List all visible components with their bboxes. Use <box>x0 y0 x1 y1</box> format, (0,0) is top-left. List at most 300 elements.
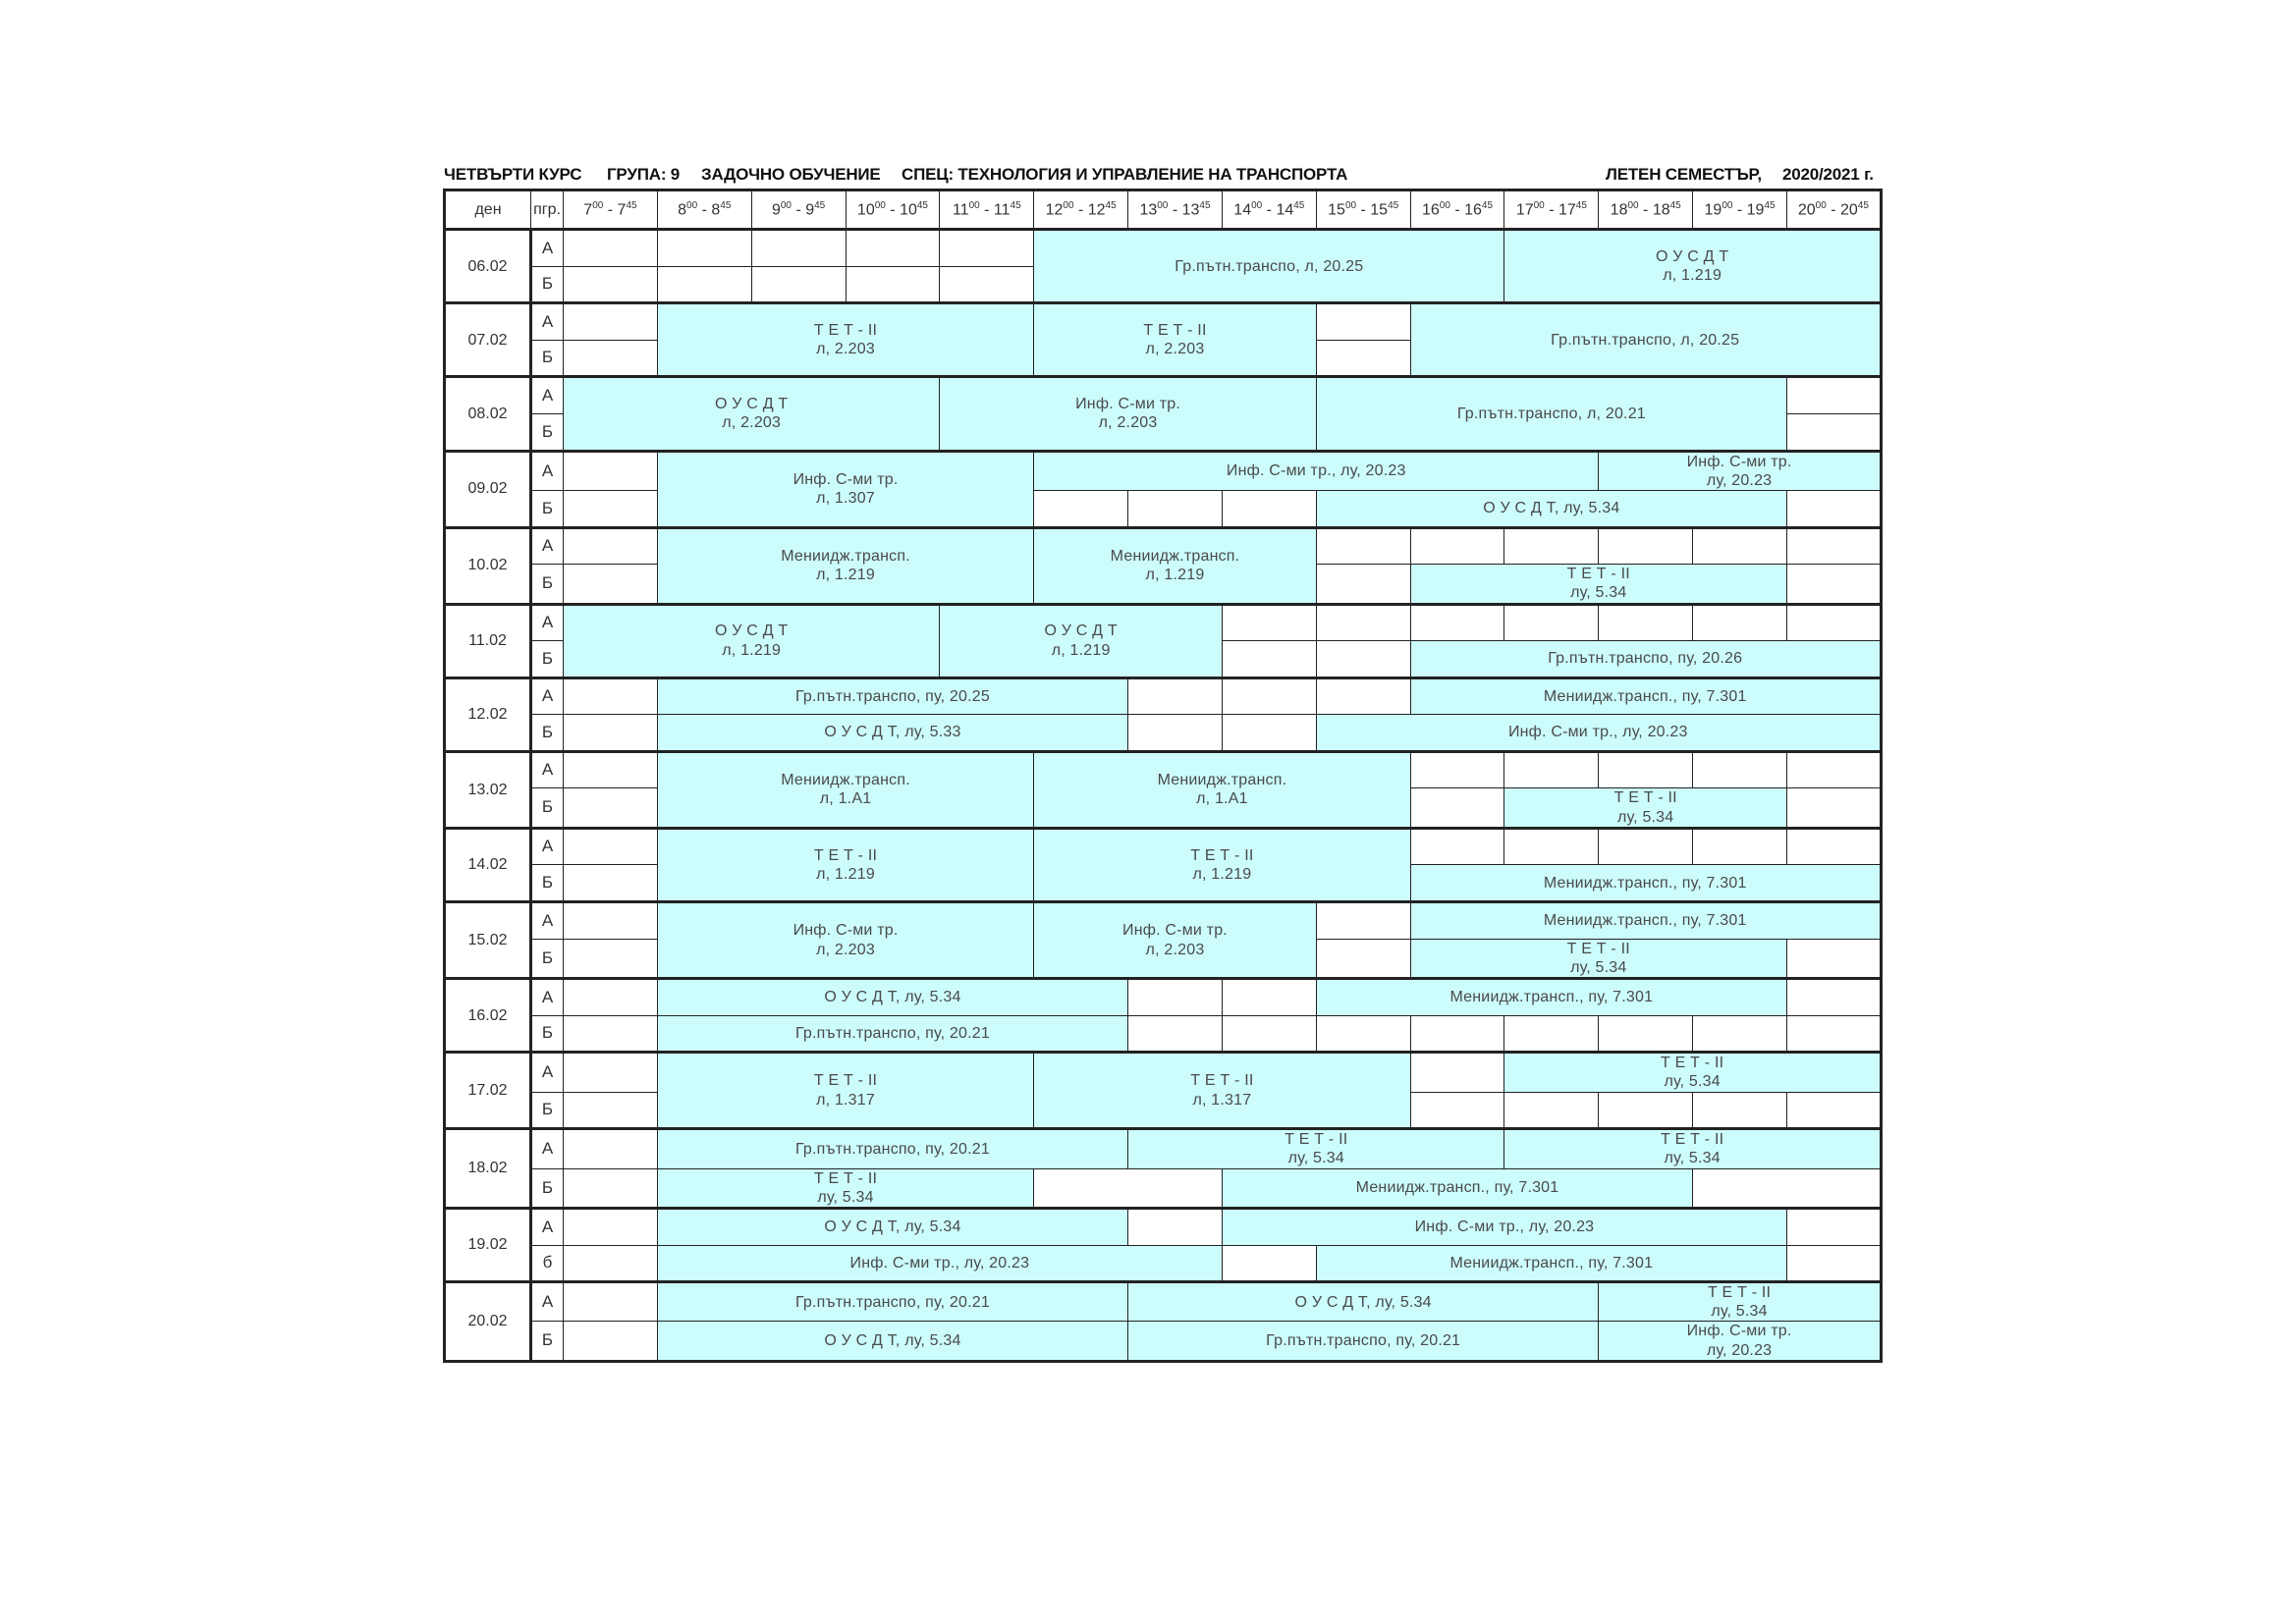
empty-slot <box>564 902 658 940</box>
empty-slot <box>1786 1208 1881 1245</box>
time-m2: 45 <box>626 199 637 211</box>
time-m1: 00 <box>686 199 698 211</box>
day-date-cell: 19.02 <box>445 1208 531 1281</box>
time-slot-header <box>1128 190 1223 230</box>
empty-slot <box>564 865 658 902</box>
schedule-row <box>445 303 1882 341</box>
time-h1: 7 <box>583 201 593 219</box>
class-block <box>1504 788 1787 828</box>
empty-slot <box>1034 490 1128 527</box>
empty-slot <box>1693 1015 1787 1053</box>
time-h1: 20 <box>1797 201 1816 219</box>
empty-slot <box>1128 1208 1223 1245</box>
class-block <box>657 451 1033 527</box>
class-room: л, 1.219 <box>1192 865 1252 883</box>
time-h1: 15 <box>1328 201 1345 219</box>
time-separator: - <box>1449 201 1465 219</box>
day-date-cell: 20.02 <box>445 1282 531 1362</box>
class-block <box>657 828 1033 901</box>
empty-slot <box>564 340 658 377</box>
class-block <box>564 377 940 451</box>
schedule-row <box>445 828 1882 865</box>
time-h2: 12 <box>1087 201 1106 219</box>
time-h2: 10 <box>900 201 917 219</box>
time-m1: 00 <box>780 199 792 211</box>
empty-slot <box>564 527 658 565</box>
class-block <box>1410 641 1881 678</box>
empty-slot <box>1786 1092 1881 1129</box>
empty-slot <box>564 490 658 527</box>
empty-slot <box>1599 527 1693 565</box>
class-block <box>1599 1322 1882 1361</box>
time-h1: 8 <box>678 201 687 219</box>
class-subject: О У С Д Т <box>1044 623 1118 640</box>
time-m2: 45 <box>1105 199 1117 211</box>
empty-slot <box>564 1322 658 1361</box>
time-h2: 16 <box>1464 201 1482 219</box>
schedule-row <box>445 604 1882 641</box>
class-room: лу, 5.34 <box>1617 808 1674 826</box>
subgroup-cell: Б <box>531 865 564 902</box>
subgroup-cell: б <box>531 1245 564 1282</box>
time-h2: 17 <box>1558 201 1576 219</box>
empty-slot <box>1693 1092 1787 1129</box>
class-room: л, 1.219 <box>1145 567 1205 584</box>
empty-slot <box>1786 1015 1881 1053</box>
course-label: ЧЕТВЪРТИ КУРС <box>444 165 582 184</box>
empty-slot <box>1599 1015 1693 1053</box>
empty-slot <box>1786 1245 1881 1282</box>
class-subject: О У С Д Т <box>715 623 789 640</box>
column-header-row <box>445 190 1882 230</box>
time-slot-header <box>1786 190 1881 230</box>
time-m1: 00 <box>1344 199 1357 211</box>
empty-slot <box>1410 751 1504 788</box>
class-subject: О У С Д Т, лу, 5.34 <box>1294 1293 1432 1311</box>
time-h2: 18 <box>1652 201 1670 219</box>
time-h2: 19 <box>1746 201 1765 219</box>
subgroup-cell: Б <box>531 266 564 303</box>
empty-slot <box>1504 604 1599 641</box>
subgroup-cell: А <box>531 527 564 565</box>
schedule-row <box>445 1282 1882 1322</box>
class-block <box>1034 1053 1410 1129</box>
time-separator: - <box>1826 201 1840 219</box>
class-block <box>1316 490 1786 527</box>
time-h2: 20 <box>1840 201 1858 219</box>
time-m2: 45 <box>1010 199 1021 211</box>
empty-slot <box>1599 828 1693 865</box>
empty-slot <box>1786 788 1881 828</box>
time-separator: - <box>792 201 806 219</box>
time-m1: 00 <box>1439 199 1450 211</box>
class-block <box>1034 828 1410 901</box>
empty-slot <box>1410 1092 1504 1129</box>
empty-slot <box>564 1092 658 1129</box>
time-slot-header <box>1693 190 1787 230</box>
empty-slot <box>564 303 658 341</box>
class-room: лу, 5.34 <box>1570 958 1627 976</box>
class-subject: Мениидж.трансп. <box>1157 772 1287 789</box>
empty-slot <box>1222 677 1316 715</box>
class-subject: Гр.пътн.транспо, л, 20.21 <box>1456 405 1646 422</box>
timetable <box>443 189 1883 1363</box>
empty-slot <box>564 1282 658 1322</box>
class-room: л, 2.203 <box>1145 941 1205 958</box>
time-h1: 11 <box>952 201 969 219</box>
empty-slot <box>1128 715 1223 752</box>
class-block <box>940 377 1316 451</box>
empty-slot <box>1222 715 1316 752</box>
day-date-cell: 18.02 <box>445 1129 531 1209</box>
schedule-row <box>445 230 1882 267</box>
empty-slot <box>1316 303 1410 341</box>
class-subject: Мениидж.трансп. <box>781 772 910 789</box>
schedule-row <box>445 1129 1882 1168</box>
day-date-cell: 10.02 <box>445 527 531 604</box>
empty-slot <box>657 230 751 267</box>
specialty-label: СПЕЦ: ТЕХНОЛОГИЯ И УПРАВЛЕНИЕ НА ТРАНСПОРТА <box>902 165 1348 184</box>
time-h1: 13 <box>1139 201 1158 219</box>
time-m2: 45 <box>1481 199 1494 211</box>
time-m2: 45 <box>1857 199 1869 211</box>
time-separator: - <box>1732 201 1747 219</box>
subgroup-cell: Б <box>531 641 564 678</box>
class-block <box>1034 902 1317 979</box>
subgroup-cell: Б <box>531 939 564 978</box>
subgroup-cell: Б <box>531 1092 564 1129</box>
time-slot-header <box>1034 190 1128 230</box>
time-h1: 19 <box>1704 201 1722 219</box>
empty-slot <box>564 1129 658 1168</box>
class-block <box>1128 1129 1504 1168</box>
empty-slot <box>1316 1015 1410 1053</box>
day-date-cell: 17.02 <box>445 1053 531 1129</box>
empty-slot <box>1034 1168 1223 1208</box>
class-block <box>1034 451 1599 490</box>
time-separator: - <box>1262 201 1277 219</box>
class-room: лу, 5.34 <box>1664 1150 1721 1167</box>
day-date-cell: 12.02 <box>445 677 531 751</box>
time-h2: 11 <box>993 201 1011 219</box>
class-block <box>657 1053 1033 1129</box>
empty-slot <box>1599 751 1693 788</box>
class-subject: Инф. С-ми тр., лу, 20.23 <box>1226 462 1406 480</box>
schedule-row <box>445 1015 1882 1053</box>
empty-slot <box>846 230 940 267</box>
day-date-cell: 06.02 <box>445 230 531 303</box>
subgroup-cell: Б <box>531 565 564 604</box>
class-subject: Инф. С-ми тр. <box>793 470 899 488</box>
class-room: л, 2.203 <box>1145 341 1205 358</box>
class-subject: Инф. С-ми тр. <box>793 922 899 940</box>
time-slot-header <box>1410 190 1504 230</box>
class-subject: Гр.пътн.транспо, пу, 20.26 <box>1548 650 1743 668</box>
time-m1: 00 <box>1251 199 1263 211</box>
time-h2: 14 <box>1276 201 1294 219</box>
time-m2: 45 <box>1388 199 1399 211</box>
empty-slot <box>1410 527 1504 565</box>
class-block <box>1410 303 1881 377</box>
empty-slot <box>564 230 658 267</box>
day-column-header: ден <box>445 190 531 230</box>
time-m1: 00 <box>592 199 604 211</box>
class-subject: О У С Д Т, лу, 5.34 <box>1483 500 1620 517</box>
empty-slot <box>1786 527 1881 565</box>
subgroup-cell: А <box>531 1129 564 1168</box>
time-h1: 16 <box>1421 201 1440 219</box>
class-room: л, 2.203 <box>722 414 782 432</box>
class-subject: Гр.пътн.транспо, л, 20.25 <box>1551 331 1740 349</box>
class-block <box>657 1208 1127 1245</box>
subgroup-cell: Б <box>531 1015 564 1053</box>
class-block <box>1222 1208 1786 1245</box>
class-room: лу, 5.34 <box>1287 1150 1344 1167</box>
day-date-cell: 11.02 <box>445 604 531 677</box>
time-h2: 9 <box>805 201 815 219</box>
time-m2: 45 <box>814 199 826 211</box>
schedule-row <box>445 1245 1882 1282</box>
time-slot-header <box>751 190 846 230</box>
class-subject: Мениидж.трансп., пу, 7.301 <box>1449 989 1654 1006</box>
schedule-row <box>445 902 1882 940</box>
time-m1: 00 <box>874 199 886 211</box>
class-room: лу, 5.34 <box>1570 584 1627 602</box>
class-block <box>657 1245 1222 1282</box>
empty-slot <box>564 1208 658 1245</box>
time-slot-header <box>1504 190 1599 230</box>
class-subject: Мениидж.трансп., пу, 7.301 <box>1543 687 1747 705</box>
empty-slot <box>1222 979 1316 1016</box>
time-separator: - <box>979 201 994 219</box>
empty-slot <box>1316 677 1410 715</box>
empty-slot <box>564 788 658 828</box>
class-block <box>1034 230 1504 303</box>
time-slot-header <box>1222 190 1316 230</box>
class-subject: О У С Д Т, лу, 5.34 <box>824 1332 961 1350</box>
class-block <box>1316 377 1786 451</box>
class-room: л, 1.А1 <box>1196 790 1248 808</box>
empty-slot <box>657 266 751 303</box>
class-block <box>1504 230 1881 303</box>
class-subject: Гр.пътн.транспо, пу, 20.25 <box>794 687 990 705</box>
time-separator: - <box>1073 201 1088 219</box>
day-date-cell: 07.02 <box>445 303 531 377</box>
class-block <box>657 902 1033 979</box>
class-room: л, 2.203 <box>1098 414 1158 432</box>
time-m2: 45 <box>1293 199 1305 211</box>
class-room: л, 1.219 <box>816 865 875 883</box>
class-subject: Т Е Т - II <box>813 1169 878 1187</box>
class-block <box>564 604 940 677</box>
class-subject: Гр.пътн.транспо, л, 20.25 <box>1175 257 1364 275</box>
class-room: л, 1.А1 <box>819 790 872 808</box>
time-m2: 45 <box>720 199 732 211</box>
class-room: л, 1.317 <box>1192 1091 1252 1109</box>
subgroup-cell: А <box>531 979 564 1016</box>
class-block <box>1599 1282 1882 1322</box>
semester-label: ЛЕТЕН СЕМЕСТЪР, <box>1606 165 1762 184</box>
time-h1: 18 <box>1610 201 1628 219</box>
time-m1: 00 <box>1157 199 1169 211</box>
class-room: л, 1.307 <box>816 490 875 508</box>
class-subject: Гр.пътн.транспо, пу, 20.21 <box>794 1140 990 1158</box>
empty-slot <box>1128 677 1223 715</box>
class-subject: Т Е Т - II <box>1707 1284 1772 1302</box>
class-block <box>1034 527 1317 604</box>
schedule-row <box>445 451 1882 490</box>
empty-slot <box>564 1015 658 1053</box>
class-block <box>657 1168 1033 1208</box>
time-slot-header <box>846 190 940 230</box>
class-subject: Гр.пътн.транспо, пу, 20.21 <box>794 1024 990 1042</box>
class-room: лу, 5.34 <box>1664 1073 1721 1091</box>
class-subject: Мениидж.трансп., пу, 7.301 <box>1543 912 1747 930</box>
schedule-row <box>445 715 1882 752</box>
subgroup-cell: А <box>531 751 564 788</box>
empty-slot <box>1316 527 1410 565</box>
class-subject: Т Е Т - II <box>1661 1055 1724 1072</box>
class-block <box>657 1129 1127 1168</box>
empty-slot <box>564 266 658 303</box>
class-subject: Т Е Т - II <box>1190 846 1254 864</box>
empty-slot <box>1128 490 1223 527</box>
empty-slot <box>1504 828 1599 865</box>
empty-slot <box>564 1168 658 1208</box>
empty-slot <box>564 979 658 1016</box>
class-block <box>1410 677 1881 715</box>
class-block <box>1128 1322 1599 1361</box>
time-separator: - <box>1356 201 1371 219</box>
time-m1: 00 <box>1627 199 1639 211</box>
class-subject: Инф. С-ми тр. <box>1075 396 1181 413</box>
class-room: л, 1.317 <box>816 1091 875 1109</box>
empty-slot <box>1222 1015 1316 1053</box>
group-label: ГРУПА: 9 <box>607 165 681 184</box>
empty-slot <box>1316 641 1410 678</box>
empty-slot <box>564 751 658 788</box>
day-date-cell: 16.02 <box>445 979 531 1053</box>
class-subject: Т Е Т - II <box>813 322 878 340</box>
class-subject: Т Е Т - II <box>1285 1131 1348 1149</box>
class-block <box>1316 715 1881 752</box>
class-subject: Инф. С-ми тр., лу, 20.23 <box>1414 1218 1595 1236</box>
time-h2: 15 <box>1370 201 1389 219</box>
class-room: лу, 20.23 <box>1706 471 1773 489</box>
empty-slot <box>1693 604 1787 641</box>
class-subject: Мениидж.трансп., пу, 7.301 <box>1355 1179 1559 1197</box>
empty-slot <box>1410 604 1504 641</box>
empty-slot <box>1222 490 1316 527</box>
empty-slot <box>1316 902 1410 940</box>
class-subject: Мениидж.трансп. <box>1110 547 1240 565</box>
empty-slot <box>564 451 658 490</box>
class-block <box>657 677 1127 715</box>
class-subject: Гр.пътн.транспо, пу, 20.21 <box>1266 1332 1461 1350</box>
subgroup-cell: А <box>531 1282 564 1322</box>
subgroup-cell: А <box>531 303 564 341</box>
time-m2: 45 <box>1669 199 1681 211</box>
day-date-cell: 15.02 <box>445 902 531 979</box>
empty-slot <box>940 230 1034 267</box>
empty-slot <box>1410 1015 1504 1053</box>
time-m2: 45 <box>1764 199 1776 211</box>
class-subject: О У С Д Т, лу, 5.34 <box>824 1218 961 1236</box>
class-block <box>657 979 1127 1016</box>
class-block <box>1316 979 1786 1016</box>
subgroup-cell: А <box>531 604 564 641</box>
empty-slot <box>1222 1245 1316 1282</box>
empty-slot <box>751 230 846 267</box>
class-block <box>657 1322 1127 1361</box>
time-separator: - <box>603 201 618 219</box>
empty-slot <box>1693 751 1787 788</box>
empty-slot <box>1786 939 1881 978</box>
class-subject: Т Е Т - II <box>1143 322 1207 340</box>
subgroup-cell: А <box>531 377 564 414</box>
empty-slot <box>1316 340 1410 377</box>
empty-slot <box>1504 1092 1599 1129</box>
empty-slot <box>564 715 658 752</box>
class-subject: Мениидж.трансп., пу, 7.301 <box>1449 1254 1654 1272</box>
time-slot-header <box>1316 190 1410 230</box>
time-m1: 00 <box>968 199 980 211</box>
class-block <box>1410 565 1786 604</box>
class-subject: О У С Д Т <box>715 396 789 413</box>
empty-slot <box>564 565 658 604</box>
empty-slot <box>564 939 658 978</box>
class-subject: Гр.пътн.транспо, пу, 20.21 <box>794 1293 990 1311</box>
empty-slot <box>564 1245 658 1282</box>
class-room: лу, 5.34 <box>1711 1303 1768 1321</box>
class-subject: Т Е Т - II <box>1190 1072 1254 1090</box>
empty-slot <box>1504 751 1599 788</box>
time-separator: - <box>1638 201 1653 219</box>
empty-slot <box>1786 979 1881 1016</box>
class-block <box>1316 1245 1786 1282</box>
class-block <box>1504 1053 1881 1092</box>
subgroup-cell: А <box>531 902 564 940</box>
empty-slot <box>1786 565 1881 604</box>
class-block <box>1034 751 1410 828</box>
class-subject: Инф. С-ми тр. <box>1686 453 1792 470</box>
empty-slot <box>1504 1015 1599 1053</box>
time-separator: - <box>1168 201 1182 219</box>
schedule-row <box>445 377 1882 414</box>
time-m2: 45 <box>1199 199 1211 211</box>
time-slot-header <box>657 190 751 230</box>
class-room: лу, 5.34 <box>817 1188 874 1206</box>
time-m1: 00 <box>1722 199 1733 211</box>
academic-year-label: 2020/2021 г. <box>1782 165 1874 184</box>
class-block <box>1410 865 1881 902</box>
empty-slot <box>1316 604 1410 641</box>
empty-slot <box>1693 828 1787 865</box>
time-separator: - <box>885 201 901 219</box>
subgroup-cell: Б <box>531 715 564 752</box>
day-date-cell: 08.02 <box>445 377 531 451</box>
empty-slot <box>751 266 846 303</box>
empty-slot <box>1410 1053 1504 1092</box>
subgroup-cell: А <box>531 1208 564 1245</box>
time-h1: 14 <box>1233 201 1252 219</box>
empty-slot <box>564 1053 658 1092</box>
subgroup-cell: Б <box>531 490 564 527</box>
empty-slot <box>1222 604 1316 641</box>
time-slot-header <box>564 190 658 230</box>
subgroup-cell: Б <box>531 788 564 828</box>
empty-slot <box>1222 641 1316 678</box>
